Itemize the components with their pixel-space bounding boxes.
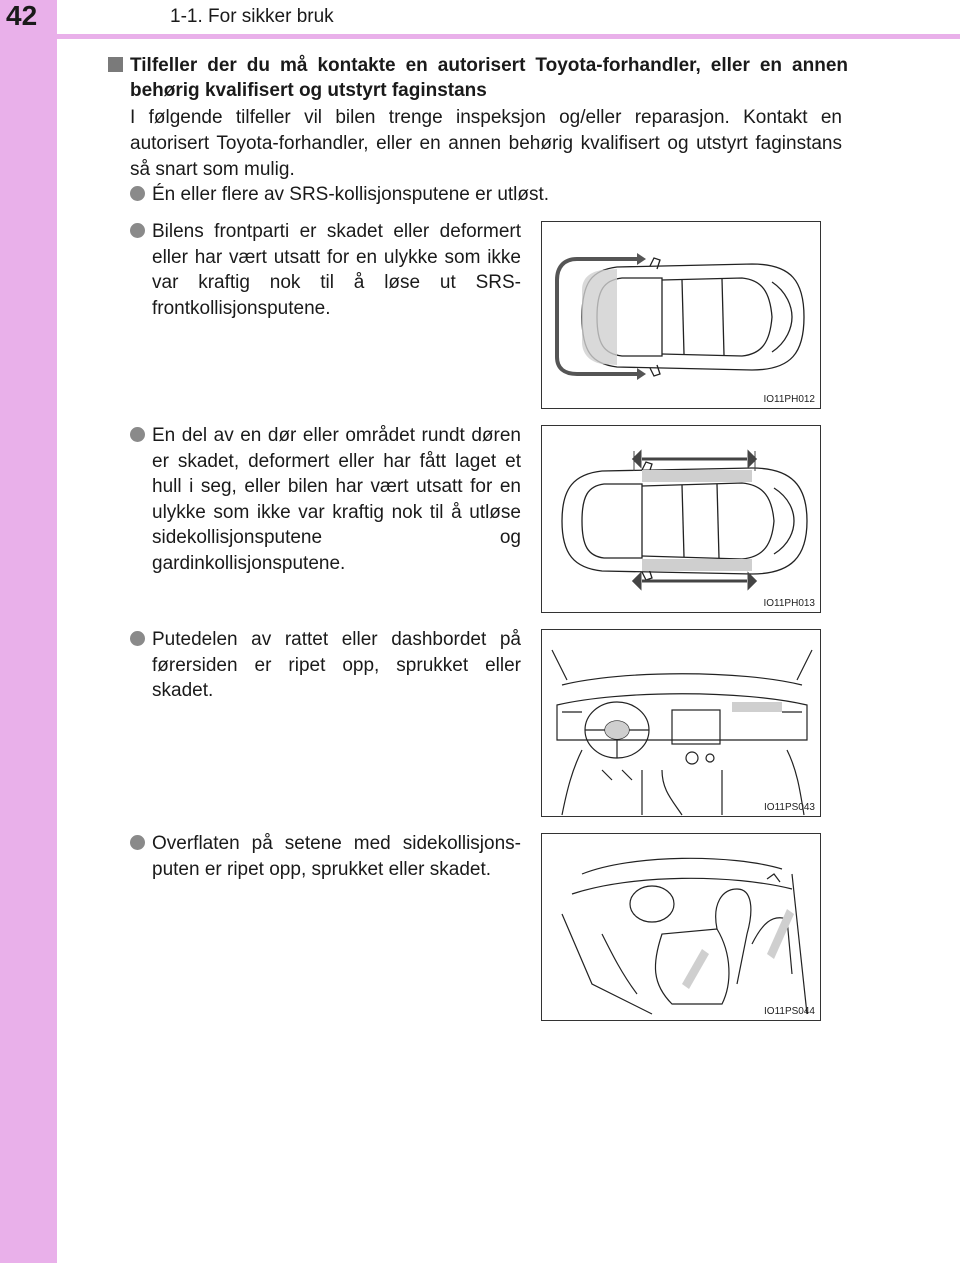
figure-code: IO11PH012 — [763, 394, 815, 405]
bullet-icon — [130, 223, 145, 238]
list-item-text: Én eller flere av SRS-kollisjonsputene er utløst. — [152, 184, 550, 205]
list-item-text: Overflaten på setene med sidekollisjons-puten er ripet opp, sprukket eller skadet. — [152, 833, 521, 880]
bullet-icon — [130, 835, 145, 850]
list-item — [130, 219, 521, 321]
car-side-damage-illustration — [542, 426, 821, 613]
figure-side-damage — [541, 425, 821, 613]
list-item — [130, 423, 521, 576]
figure-code: IO11PS043 — [764, 802, 815, 813]
figure-code: IO11PS044 — [764, 1006, 815, 1017]
figure-front-damage — [541, 221, 821, 409]
section-heading — [108, 53, 848, 103]
bullet-icon — [130, 186, 145, 201]
page-number: 42 — [6, 0, 38, 31]
seat-side-airbag-illustration — [542, 834, 821, 1021]
list-item — [130, 627, 521, 704]
header-rule — [57, 34, 960, 39]
list-item — [130, 831, 521, 882]
list-item — [130, 182, 842, 208]
dashboard-steering-wheel-illustration — [542, 630, 821, 817]
figure-seats — [541, 833, 821, 1021]
square-bullet-icon — [108, 57, 123, 72]
heading-text: Tilfeller der du må kontakte en autorisert Toyota-forhandler, eller en annen behørig kvalifisert og utstyrt faginstans — [130, 55, 848, 101]
intro-paragraph: I følgende tilfeller vil bilen trenge inspeksjon og/eller reparasjon. Kontakt en autorisert Toyota-forhandler, eller en annen behørig kvalifisert og utstyrt faginstans så snart som mulig. — [130, 107, 842, 180]
section-title: 1-1. For sikker bruk — [170, 6, 334, 27]
list-item-text: En del av en dør eller området rundt døren er skadet, deformert eller har fått laget et hull i seg, eller bilen har vært utsatt for en ulykke som ikke var kraftig nok til å utløse sidekollisjonsputene og gardinkollisjonsputene. — [152, 425, 521, 574]
figure-dashboard — [541, 629, 821, 817]
list-item-text: Bilens frontparti er skadet eller deformert eller har vært utsatt for en ulykke som ikke var kraftig nok til å løse ut SRS-frontkollisjonsputene. — [152, 221, 521, 319]
list-item-text: Putedelen av rattet eller dashbordet på førersiden er ripet opp, sprukket eller skadet. — [152, 629, 521, 701]
page-sidebar — [0, 0, 57, 1263]
figure-code: IO11PH013 — [763, 598, 815, 609]
car-front-damage-illustration — [542, 222, 821, 409]
bullet-icon — [130, 631, 145, 646]
bullet-icon — [130, 427, 145, 442]
